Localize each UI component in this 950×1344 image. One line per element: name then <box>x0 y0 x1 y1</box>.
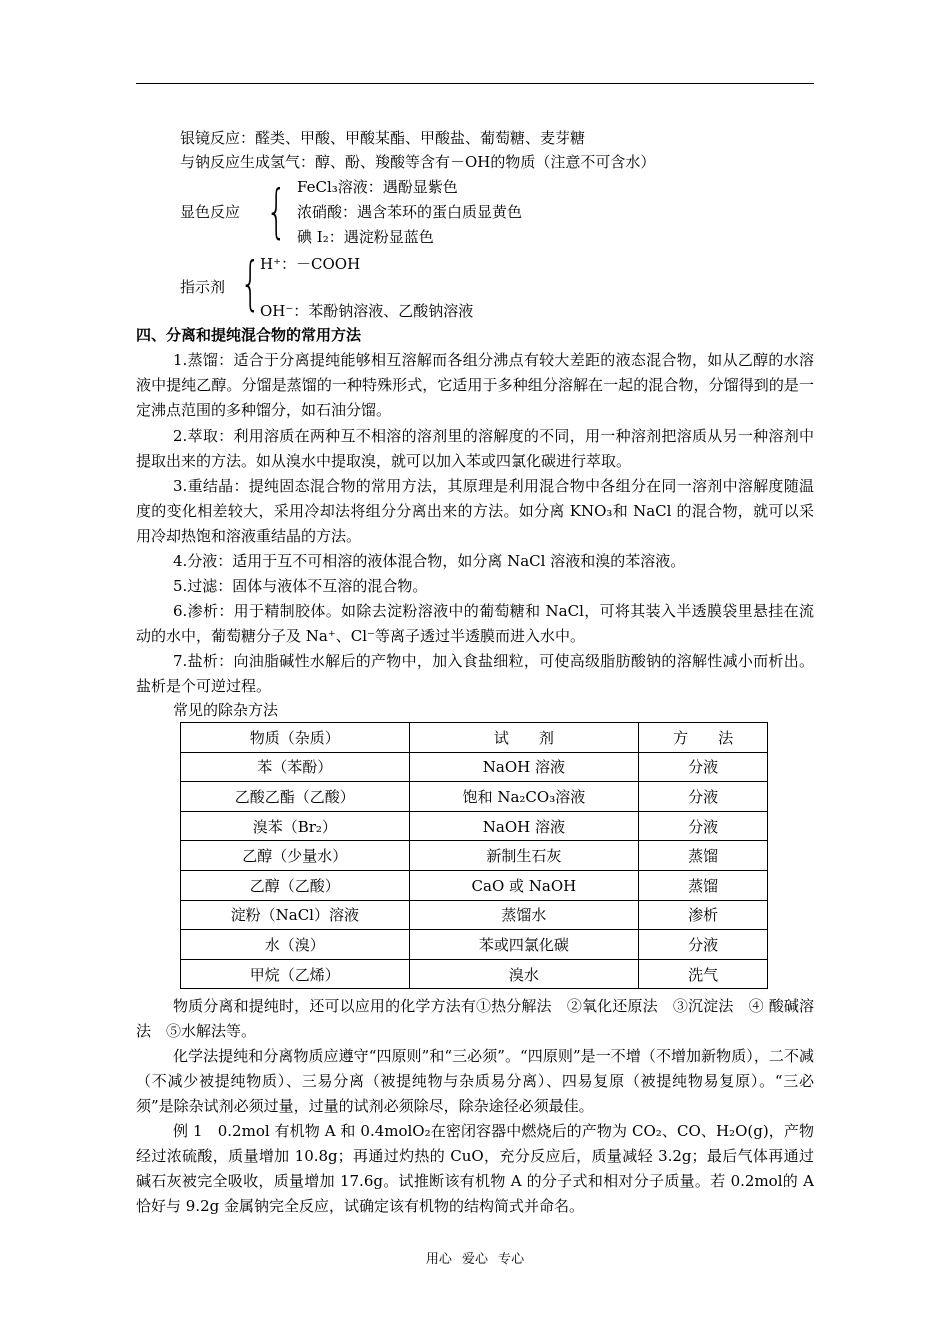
cell-method: 蒸馏 <box>639 841 768 871</box>
cell-substance: 甲烷（乙烯） <box>181 959 410 989</box>
cell-reagent: NaOH 溶液 <box>409 811 639 841</box>
method-salting-out: 7.盐析：向油脂碱性水解后的产物中，加入食盐细粒，可使高级脂肪酸钠的溶解性减小而析出。盐析是个可逆过程。 <box>136 652 814 695</box>
silver-mirror-line: 银镜反应：醛类、甲酸、甲酸某酯、甲酸盐、葡萄糖、麦芽糖 <box>180 129 586 147</box>
cell-substance: 乙酸乙酯（乙酸） <box>181 782 410 812</box>
method-recrystallization: 3.重结晶：提纯固态混合物的常用方法，其原理是利用混合物中各组分在同一溶剂中溶解度随温度的变化相差较大，采用冷却法将组分分离出来的方法。如分离 KNO₃和 NaCl 的混合物，就可以采用冷却热饱和溶液重结晶的方法。 <box>136 477 814 545</box>
page-footer: 用心 爱心 专心 <box>425 1252 525 1267</box>
method-extraction: 2.萃取：利用溶质在两种互不相溶的溶剂里的溶解度的不同，用一种溶剂把溶质从另一种溶剂中提取出来的方法。如从溴水中提取溴，就可以加入苯或四氯化碳进行萃取。 <box>136 427 814 470</box>
cell-method: 渗析 <box>639 900 768 930</box>
cell-method: 分液 <box>639 782 768 812</box>
cell-reagent: NaOH 溶液 <box>409 752 639 782</box>
table-caption: 常见的除杂方法 <box>173 701 279 719</box>
method-distillation: 1.蒸馏：适合于分离提纯能够相互溶解而各组分沸点有较大差距的液态混合物，如从乙醇的水溶液中提纯乙醇。分馏是蒸馏的一种特殊形式，它适用于多种组分溶解在一起的混合物，分馏得到的是一定沸点范围的多种馏分，如石油分馏。 <box>136 351 814 419</box>
table-row <box>181 811 768 841</box>
cell-substance: 水（溴） <box>181 930 410 960</box>
sodium-reaction-line: 与钠反应生成氢气：醇、酚、羧酸等含有－OH的物质（注意不可含水） <box>180 153 656 171</box>
header-reagent: 试 剂 <box>409 723 639 753</box>
table-row <box>181 900 768 930</box>
method-dialysis: 6.渗析：用于精制胶体。如除去淀粉溶液中的葡萄糖和 NaCl，可将其装入半透膜袋里悬挂在流动的水中，葡萄糖分子及 Na⁺、Cl⁻等离子透过半透膜而进入水中。 <box>136 602 814 645</box>
header-substance: 物质（杂质） <box>181 723 410 753</box>
cell-method: 分液 <box>639 811 768 841</box>
indicator-h-item: H⁺：－COOH <box>260 255 361 273</box>
table-row <box>181 782 768 812</box>
indicator-label: 指示剂 <box>180 278 226 296</box>
cell-reagent: 新制生石灰 <box>409 841 639 871</box>
cell-method: 分液 <box>639 752 768 782</box>
impurity-removal-table <box>180 722 768 989</box>
indicator-brace-icon: { <box>240 249 261 317</box>
chemical-methods-paragraph: 物质分离和提纯时，还可以应用的化学方法有①热分解法 ②氧化还原法 ③沉淀法 ④ 酸碱溶法 ⑤水解法等。 <box>136 997 814 1040</box>
table-row <box>181 959 768 989</box>
cell-reagent: 饱和 Na₂CO₃溶液 <box>409 782 639 812</box>
table-header-row <box>181 723 768 753</box>
cell-substance: 乙醇（乙酸） <box>181 870 410 900</box>
cell-substance: 溴苯（Br₂） <box>181 811 410 841</box>
cell-substance: 苯（苯酚） <box>181 752 410 782</box>
color-reaction-label: 显色反应 <box>180 203 241 221</box>
color-item-nitric: 浓硝酸：遇含苯环的蛋白质显黄色 <box>297 203 523 221</box>
cell-method: 洗气 <box>639 959 768 989</box>
cell-method: 蒸馏 <box>639 870 768 900</box>
indicator-oh-item: OH⁻：苯酚钠溶液、乙酸钠溶液 <box>260 302 474 320</box>
principles-paragraph: 化学法提纯和分离物质应遵守“四原则”和“三必须”。“四原则”是一不增（不增加新物质），二不减（不减少被提纯物质）、三易分离（被提纯物与杂质易分离）、四易复原（被提纯物易复原）。“三必须”是除杂试剂必须过量，过量的试剂必须除尽，除杂途径必须最佳。 <box>136 1047 814 1115</box>
method-filtration: 5.过滤：固体与液体不互溶的混合物。 <box>173 577 428 595</box>
cell-substance: 淀粉（NaCl）溶液 <box>181 900 410 930</box>
header-method: 方 法 <box>639 723 768 753</box>
section-heading: 四、分离和提纯混合物的常用方法 <box>136 326 362 344</box>
color-item-fecl3: FeCl₃溶液：遇酚显紫色 <box>297 178 458 196</box>
header-rule <box>136 83 814 84</box>
color-brace-icon: { <box>266 177 287 245</box>
color-item-iodine: 碘 I₂：遇淀粉显蓝色 <box>297 228 434 246</box>
cell-reagent: 溴水 <box>409 959 639 989</box>
example-1-paragraph: 例 1 0.2mol 有机物 A 和 0.4molO₂在密闭容器中燃烧后的产物为 CO₂、CO、H₂O(g)，产物经过浓硫酸，质量增加 10.8g；再通过灼热的 CuO，充分反应后，质量减轻 3.2g；最后气体再通过碱石灰被完全吸收，质量增加 17.6g。试推断该有机物 A 的分子式和相对分子质量。若 0.2mol的 A 恰好与 9.2g 金属钠完全反应，试确定该有机物的结构简式并命名。 <box>136 1122 814 1215</box>
table-row <box>181 870 768 900</box>
table-row <box>181 752 768 782</box>
method-liquid-separation: 4.分液：适用于互不可相溶的液体混合物，如分离 NaCl 溶液和溴的苯溶液。 <box>173 552 686 570</box>
cell-reagent: 苯或四氯化碳 <box>409 930 639 960</box>
cell-method: 分液 <box>639 930 768 960</box>
cell-reagent: 蒸馏水 <box>409 900 639 930</box>
table-row <box>181 841 768 871</box>
cell-substance: 乙醇（少量水） <box>181 841 410 871</box>
table-row <box>181 930 768 960</box>
cell-reagent: CaO 或 NaOH <box>409 870 639 900</box>
